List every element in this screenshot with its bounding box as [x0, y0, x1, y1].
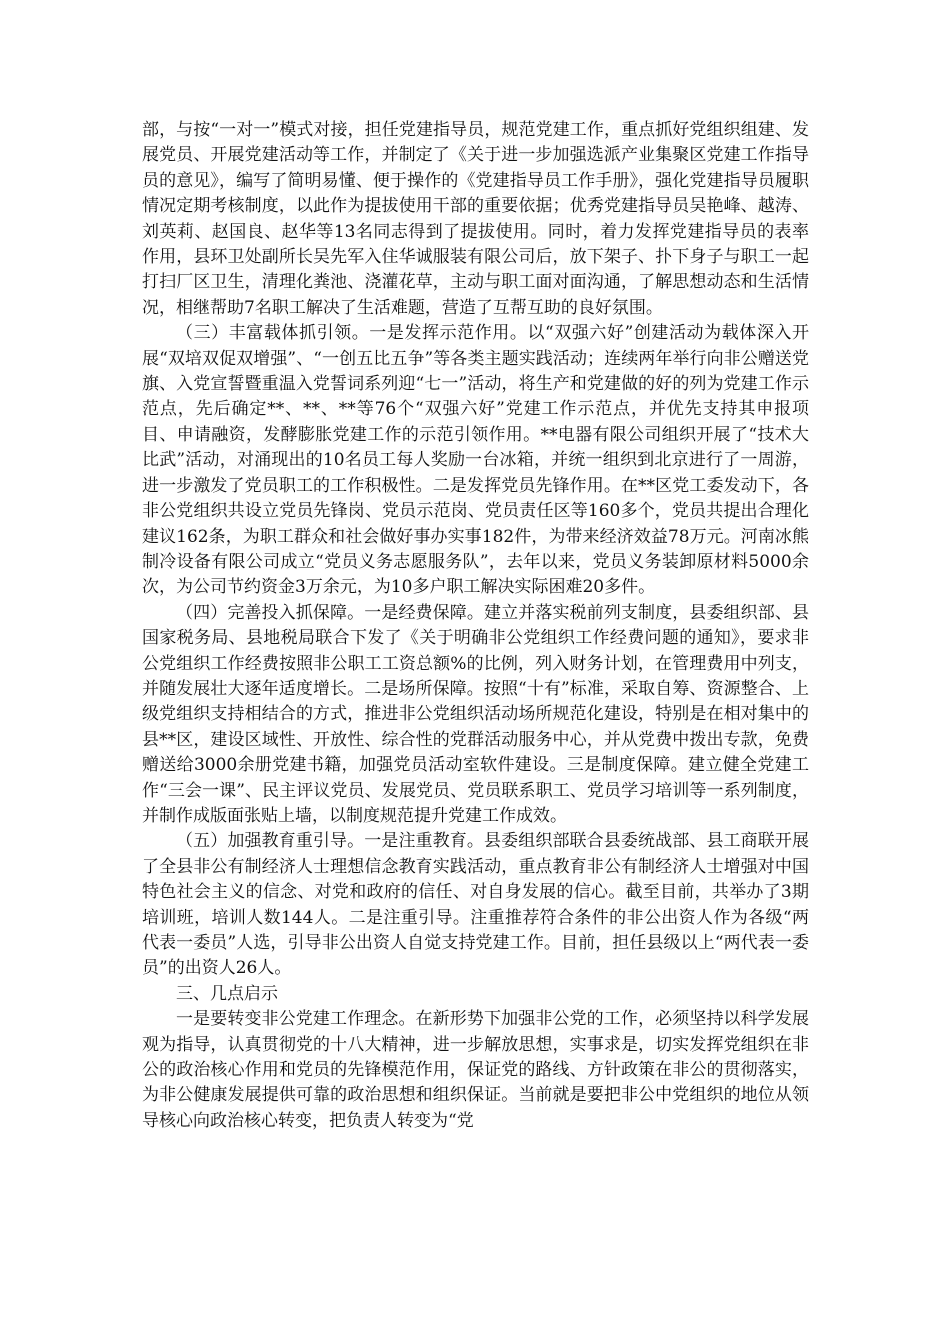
section-heading-insights: 三、几点启示	[176, 983, 278, 1004]
document-body	[142, 118, 809, 1134]
paragraph-enrich-carriers: （三）丰富载体抓引领。一是发挥示范作用。以“双强六好”创建活动为载体深入开展“双培双促双增强”、“一创五比五争”等各类主题实践活动；连续两年举行向非公赠送党旗、入党宣誓暨重温入党誓词系列迎“七一”活动，将生产和党建做的好的列为党建工作示范点，先后确定**、**、**等76个“双强六好”党建工作示范点，并优先支持其申报项目、申请融资，发酵膨胀党建工作的示范引领作用。**电器有限公司组织开展了“技术大比武”活动，对涌现出的10名员工每人奖励一台冰箱，并统一组织到北京进行了一周游，进一步激发了党员职工的工作积极性。二是发挥党员先锋作用。在**区党工委发动下，各非公党组织共设立党员先锋岗、党员示范岗、党员责任区等160多个，党员共提出合理化建议162条，为职工群众和社会做好事办实事182件，为带来经济效益78万元。河南冰熊制冷设备有限公司成立“党员义务志愿服务队”，去年以来，党员义务装卸原材料5000余次，为公司节约资金3万余元，为10多户职工解决实际困难20多件。	[142, 323, 809, 598]
paragraph-improve-investment: （四）完善投入抓保障。一是经费保障。建立并落实税前列支制度，县委组织部、县国家税务局、县地税局联合下发了《关于明确非公党组织工作经费问题的通知》，要求非公党组织工作经费按照非公职工工资总额%的比例，列入财务计划，在管理费用中列支，并随发展壮大逐年适度增长。二是场所保障。按照“十有”标准，采取自筹、资源整合、上级党组织支持相结合的方式，推进非公党组织活动场所规范化建设，特别是在相对集中的县**区，建设区域性、开放性、综合性的党群活动服务中心，并从党费中拨出专款，免费赠送给3000余册党建书籍，加强党员活动室软件建设。三是制度保障。建立健全党建工作“三会一课”、民主评议党员、发展党员、党员联系职工、党员学习培训等一系列制度，并制作成版面张贴上墙，以制度规范提升党建工作成效。	[142, 602, 809, 826]
paragraph-strengthen-education: （五）加强教育重引导。一是注重教育。县委组织部联合县委统战部、县工商联开展了全县非公有制经济人士理想信念教育实践活动，重点教育非公有制经济人士增强对中国特色社会主义的信念、对党和政府的信任、对自身发展的信心。截至目前，共举办了3期培训班，培训人数144人。二是注重引导。注重推荐符合条件的非公出资人作为各级“两代表一委员”人选，引导非公出资人自觉支持党建工作。目前，担任县级以上“两代表一委员”的出资人26人。	[142, 831, 809, 979]
paragraph-transform-concept: 一是要转变非公党建工作理念。在新形势下加强非公党的工作，必须坚持以科学发展观为指导，认真贯彻党的十八大精神，进一步解放思想，实事求是，切实发挥党组织在非公的政治核心作用和党员的先锋模范作用，保证党的路线、方针政策在非公的贯彻落实，为非公健康发展提供可靠的政治思想和组织保证。当前就是要把非公中党组织的地位从领导核心向政治核心转变，把负责人转变为“党	[142, 1009, 809, 1131]
paragraph-party-instructor: 部，与按“一对一”模式对接，担任党建指导员，规范党建工作，重点抓好党组织组建、发展党员、开展党建活动等工作，并制定了《关于进一步加强选派产业集聚区党建工作指导员的意见》，编写了简明易懂、便于操作的《党建指导员工作手册》，强化党建指导员履职情况定期考核制度，以此作为提拔使用干部的重要依据；优秀党建指导员吴艳峰、越涛、刘英莉、赵国良、赵华等13名同志得到了提拔使用。同时，着力发挥党建指导员的表率作用，县环卫处副所长吴先军入住华诚服装有限公司后，放下架子、扑下身子与职工一起打扫厂区卫生，清理化粪池、浇灌花草，主动与职工面对面沟通，了解思想动态和生活情况，相继帮助7名职工解决了生活难题，营造了互帮互助的良好氛围。	[142, 120, 809, 318]
